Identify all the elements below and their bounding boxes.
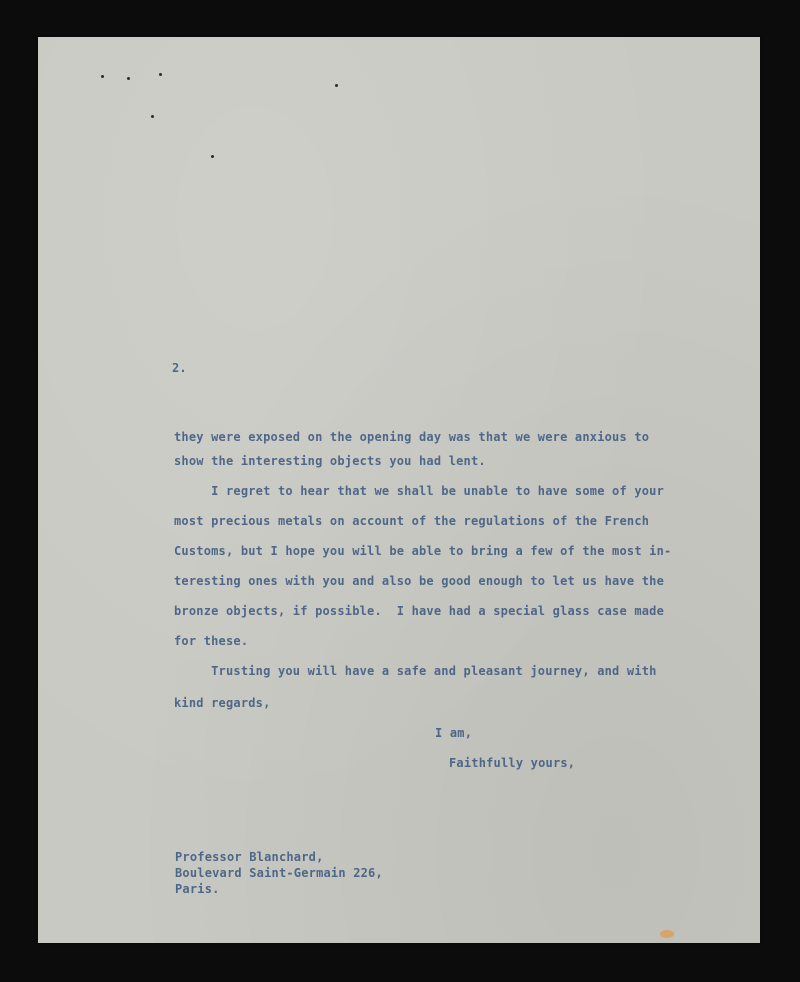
- body-line-7: bronze objects, if possible. I have had a special glass case made: [174, 604, 665, 618]
- body-line-6: teresting ones with you and also be good enough to let us have the: [174, 574, 665, 588]
- body-line-1: they were exposed on the opening day was that we were anxious to: [174, 430, 650, 444]
- complimentary-close: Faithfully yours,: [449, 756, 576, 770]
- ink-speck: [159, 73, 162, 76]
- ink-speck: [127, 77, 130, 80]
- ink-speck: [101, 75, 104, 78]
- ink-speck: [151, 115, 154, 118]
- body-line-9: Trusting you will have a safe and pleasant journey, and with: [174, 664, 657, 678]
- address-line-2: Boulevard Saint-Germain 226,: [175, 866, 383, 880]
- paper-stain: [660, 930, 674, 938]
- body-line-4: most precious metals on account of the regulations of the French: [174, 514, 650, 528]
- body-line-2: show the interesting objects you had lent.: [174, 454, 486, 468]
- body-line-3: I regret to hear that we shall be unable to have some of your: [174, 484, 665, 498]
- body-line-5: Customs, but I hope you will be able to bring a few of the most in-: [174, 544, 672, 558]
- closing-line: I am,: [435, 726, 473, 740]
- address-line-1: Professor Blanchard,: [175, 850, 324, 864]
- ink-speck: [335, 84, 338, 87]
- address-line-3: Paris.: [175, 882, 220, 896]
- body-line-8: for these.: [174, 634, 249, 648]
- page-number: 2.: [172, 361, 187, 375]
- body-line-10: kind regards,: [174, 696, 271, 710]
- ink-speck: [211, 155, 214, 158]
